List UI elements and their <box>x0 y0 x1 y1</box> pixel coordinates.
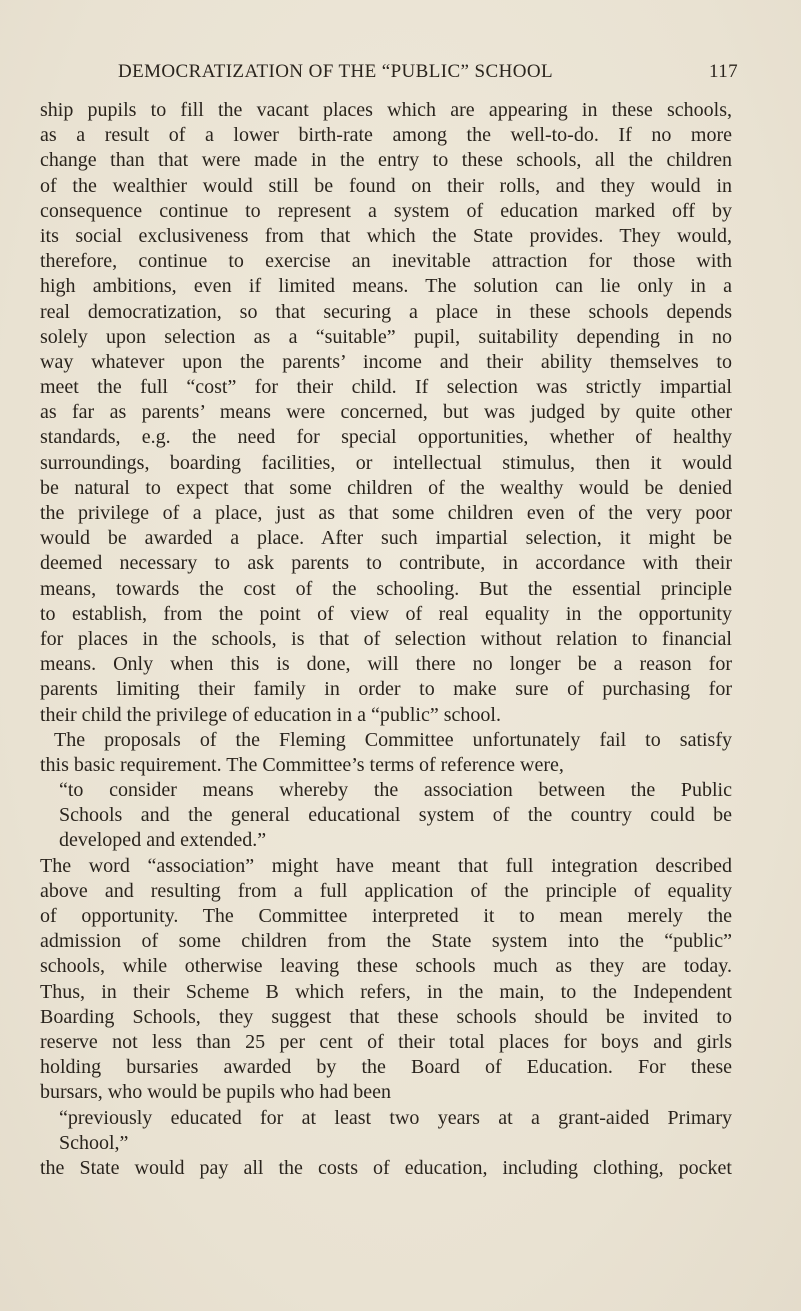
text-line: standards, e.g. the need for special opportunities, whether of healthy <box>40 426 732 449</box>
quotation-line: Schools and the general educational system of the country could be <box>59 804 732 827</box>
text-line: reserve not less than 25 per cent of their total places for boys and girls <box>40 1030 732 1053</box>
text-line: its social exclusiveness from that which the State provides. They would, <box>40 224 732 247</box>
text-line: way whatever upon the parents’ income and their ability themselves to <box>40 350 732 373</box>
text-line: to establish, from the point of view of real equality in the opportunity <box>40 602 732 625</box>
text-line: therefore, continue to exercise an inevitable attraction for those with <box>40 250 732 273</box>
text-line: the privilege of a place, just as that some children even of the very poor <box>40 502 732 524</box>
text-line: consequence continue to represent a system of education marked off by <box>40 199 732 222</box>
text-line: means, towards the cost of the schooling. But the essential principle <box>40 577 732 600</box>
text-line: bursars, who would be pupils who had been <box>40 1081 392 1104</box>
text-line: The word “association” might have meant that full integration described <box>40 854 732 877</box>
text-line: as far as parents’ means were concerned, but was judged by quite other <box>40 401 732 424</box>
text-line: of the wealthier would still be found on their rolls, and they would in <box>40 174 732 197</box>
quotation-end-line: developed and extended.” <box>59 829 267 852</box>
quotation-end-line: School,” <box>59 1131 129 1154</box>
text-line: admission of some children from the State system into the “public” <box>40 930 732 953</box>
text-line: holding bursaries awarded by the Board of Education. For these <box>40 1056 732 1079</box>
text-line: the State would pay all the costs of education, including clothing, pocket <box>40 1156 732 1179</box>
text-line: meet the full “cost” for their child. If selection was strictly impartial <box>40 376 732 399</box>
quotation-line: “previously educated for at least two years at a grant-aided Primary <box>59 1106 732 1129</box>
text-line: ship pupils to fill the vacant places which are appearing in these schools, <box>40 99 732 121</box>
text-line: Boarding Schools, they suggest that these schools should be invited to <box>40 1005 732 1028</box>
page-number: 117 <box>709 61 738 82</box>
paragraph-end-line: their child the privilege of education in a “public” school. <box>40 703 501 726</box>
text-line: change than that were made in the entry to these schools, all the children <box>40 149 732 172</box>
text-line: real democratization, so that securing a place in these schools depends <box>40 300 732 323</box>
text-line: surroundings, boarding facilities, or intellectual stimulus, then it would <box>40 451 732 474</box>
text-line: deemed necessary to ask parents to contribute, in accordance with their <box>40 552 732 575</box>
quotation-line: “to consider means whereby the association between the Public <box>59 779 732 802</box>
text-line: for places in the schools, is that of selection without relation to financial <box>40 627 732 650</box>
text-line: means. Only when this is done, will there no longer be a reason for <box>40 653 732 676</box>
text-line: high ambitions, even if limited means. The solution can lie only in a <box>40 275 732 298</box>
text-line: be natural to expect that some children of the wealthy would be denied <box>40 476 732 499</box>
running-title: DEMOCRATIZATION OF THE “PUBLIC” SCHOOL <box>118 61 553 82</box>
text-line: parents limiting their family in order to make sure of purchasing for <box>40 678 732 701</box>
body-text <box>40 98 732 1181</box>
text-line: above and resulting from a full application of the principle of equality <box>40 879 732 902</box>
text-line: would be awarded a place. After such impartial selection, it might be <box>40 527 732 550</box>
text-line: solely upon selection as a “suitable” pupil, suitability depending in no <box>40 325 732 348</box>
text-line: as a result of a lower birth-rate among the well-to-do. If no more <box>40 124 732 147</box>
text-line: Thus, in their Scheme B which refers, in the main, to the Independent <box>40 980 732 1003</box>
text-line: of opportunity. The Committee interpreted it to mean merely the <box>40 905 732 927</box>
text-line: this basic requirement. The Committee’s terms of reference were, <box>40 753 564 776</box>
text-line: schools, while otherwise leaving these schools much as they are today. <box>40 955 732 978</box>
paragraph-start-line: The proposals of the Fleming Committee unfortunately fail to satisfy <box>54 728 732 751</box>
running-head <box>118 60 738 84</box>
